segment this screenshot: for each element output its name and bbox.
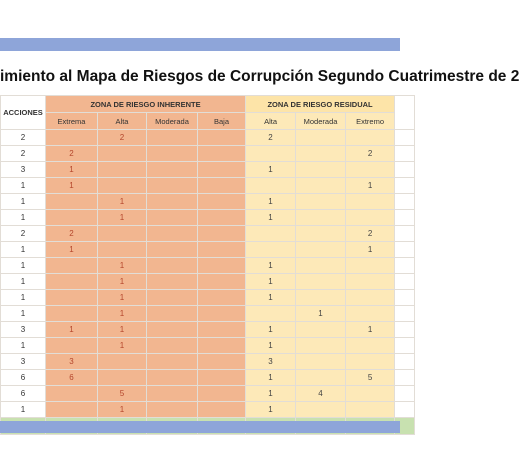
table-cell [395, 146, 415, 162]
table-cell [147, 370, 198, 386]
table-cell: 1 [246, 338, 296, 354]
table-cell: 3 [1, 354, 46, 370]
table-cell: 1 [1, 290, 46, 306]
table-cell [395, 322, 415, 338]
table-cell [346, 210, 395, 226]
table-cell [346, 274, 395, 290]
table-cell [246, 146, 296, 162]
table-cell [395, 274, 415, 290]
page-title: imiento al Mapa de Riesgos de Corrupción Segundo Cuatrimestre de 2 [0, 68, 519, 85]
table-cell [98, 178, 147, 194]
table-cell [147, 290, 198, 306]
table-cell: 6 [46, 370, 98, 386]
table-row [1, 290, 415, 306]
table-row [1, 226, 415, 242]
table-cell [46, 290, 98, 306]
table-cell [46, 338, 98, 354]
table-cell [198, 402, 246, 418]
table-cell: 1 [1, 338, 46, 354]
table-cell [98, 370, 147, 386]
table-cell: 2 [98, 130, 147, 146]
header-row-columns [1, 113, 415, 130]
table-cell: 1 [246, 370, 296, 386]
table-cell [296, 162, 346, 178]
table-cell: 2 [1, 226, 46, 242]
table-cell: 2 [246, 130, 296, 146]
table-cell: 2 [46, 226, 98, 242]
table-cell: 2 [1, 130, 46, 146]
table-cell: 1 [46, 178, 98, 194]
table-cell [147, 258, 198, 274]
table-row [1, 258, 415, 274]
table-cell: 1 [296, 306, 346, 322]
table-cell [198, 386, 246, 402]
table-cell [395, 162, 415, 178]
col-header-inh-moderada: Moderada [147, 113, 198, 130]
table-cell [98, 162, 147, 178]
table-cell [395, 130, 415, 146]
top-blue-band [0, 38, 400, 51]
table-cell: 1 [1, 306, 46, 322]
table-cell [395, 306, 415, 322]
table-cell: 1 [246, 210, 296, 226]
table-cell [147, 226, 198, 242]
table-cell [296, 274, 346, 290]
table-cell: 6 [1, 386, 46, 402]
table-cell: 2 [46, 146, 98, 162]
table-cell: 2 [346, 146, 395, 162]
table-cell: 1 [246, 258, 296, 274]
table-cell [296, 402, 346, 418]
table-cell [198, 258, 246, 274]
table-cell: 2 [346, 226, 395, 242]
table-cell: 1 [1, 178, 46, 194]
table-cell [147, 178, 198, 194]
table-cell: 1 [46, 242, 98, 258]
table-cell [147, 354, 198, 370]
table-row [1, 386, 415, 402]
table-cell: 1 [98, 338, 147, 354]
table-cell [395, 178, 415, 194]
table-cell [198, 178, 246, 194]
table-cell: 1 [246, 274, 296, 290]
table-cell [346, 258, 395, 274]
table-cell: 2 [1, 146, 46, 162]
table-cell [98, 354, 147, 370]
table-cell [198, 370, 246, 386]
table-cell [346, 386, 395, 402]
table-row [1, 146, 415, 162]
table-cell [346, 354, 395, 370]
table-cell: 3 [1, 322, 46, 338]
table-cell: 3 [1, 162, 46, 178]
table-cell: 1 [98, 274, 147, 290]
table-cell [346, 290, 395, 306]
table-cell: 1 [246, 290, 296, 306]
table-cell: 5 [346, 370, 395, 386]
table-cell [147, 306, 198, 322]
table-cell [395, 386, 415, 402]
table-cell [46, 306, 98, 322]
table-cell: 1 [98, 210, 147, 226]
table-cell [395, 226, 415, 242]
table-cell: 1 [46, 162, 98, 178]
table-cell [296, 194, 346, 210]
table-cell [395, 210, 415, 226]
table-cell: 1 [98, 258, 147, 274]
table-cell [246, 178, 296, 194]
table-cell [395, 370, 415, 386]
table-cell [346, 338, 395, 354]
table-cell: 1 [346, 178, 395, 194]
table-cell [296, 258, 346, 274]
table-cell [198, 194, 246, 210]
table-cell [395, 290, 415, 306]
table-row [1, 210, 415, 226]
table-cell [296, 130, 346, 146]
table-cell [46, 258, 98, 274]
table-cell [296, 322, 346, 338]
table-cell [98, 226, 147, 242]
table-row [1, 402, 415, 418]
acciones-header: ACCIONES [1, 96, 46, 130]
table-cell: 6 [1, 370, 46, 386]
table-cell [296, 354, 346, 370]
bottom-blue-band [0, 421, 400, 433]
table-cell [147, 402, 198, 418]
table-cell: 1 [246, 322, 296, 338]
table-cell: 3 [246, 354, 296, 370]
table-cell [198, 146, 246, 162]
table-cell [296, 146, 346, 162]
table-cell [147, 130, 198, 146]
table-cell [395, 402, 415, 418]
table-cell [147, 194, 198, 210]
col-header-res-extremo: Extremo [346, 113, 395, 130]
table-row [1, 354, 415, 370]
table-cell: 1 [98, 402, 147, 418]
table-cell [198, 226, 246, 242]
table-cell [147, 162, 198, 178]
table-cell [395, 338, 415, 354]
col-header-inh-alta: Alta [98, 113, 147, 130]
table-cell [346, 402, 395, 418]
table-cell: 1 [1, 194, 46, 210]
table-cell [246, 242, 296, 258]
table-cell [296, 226, 346, 242]
table-row [1, 370, 415, 386]
table-row [1, 162, 415, 178]
table-cell [296, 370, 346, 386]
table-cell: 1 [246, 194, 296, 210]
table-cell: 1 [46, 322, 98, 338]
table-cell [346, 194, 395, 210]
table-row [1, 178, 415, 194]
table-cell [46, 194, 98, 210]
table-cell: 3 [46, 354, 98, 370]
table-cell [198, 210, 246, 226]
table-cell [198, 162, 246, 178]
table-cell [98, 146, 147, 162]
table-cell [147, 242, 198, 258]
table-cell: 1 [98, 306, 147, 322]
table-cell [46, 130, 98, 146]
table-cell [198, 130, 246, 146]
table-cell [296, 290, 346, 306]
table-cell: 1 [1, 402, 46, 418]
col-header-res-alta: Alta [246, 113, 296, 130]
table-cell: 1 [98, 290, 147, 306]
col-header-inh-baja: Baja [198, 113, 246, 130]
table-cell [395, 258, 415, 274]
residual-zone-header: ZONA DE RIESGO RESIDUAL [246, 96, 395, 113]
table-cell [296, 178, 346, 194]
table-cell [198, 274, 246, 290]
table-cell [46, 386, 98, 402]
table-cell [46, 210, 98, 226]
edge-cell [395, 96, 415, 130]
table-cell [395, 354, 415, 370]
table-cell [296, 210, 346, 226]
table-cell [296, 338, 346, 354]
table-cell [346, 306, 395, 322]
table-cell [198, 306, 246, 322]
table-cell [198, 354, 246, 370]
table-cell [147, 338, 198, 354]
table-cell [198, 290, 246, 306]
table-cell: 1 [246, 386, 296, 402]
table-cell [395, 242, 415, 258]
table-cell [147, 274, 198, 290]
table-cell [198, 338, 246, 354]
table-cell: 1 [246, 402, 296, 418]
table-cell [198, 242, 246, 258]
table-cell [246, 226, 296, 242]
table-cell: 1 [346, 322, 395, 338]
table-cell: 1 [98, 322, 147, 338]
table-cell [98, 242, 147, 258]
table-cell: 5 [98, 386, 147, 402]
table-cell: 1 [346, 242, 395, 258]
table-cell: 4 [296, 386, 346, 402]
table-cell [147, 322, 198, 338]
table-cell [147, 386, 198, 402]
table-row [1, 306, 415, 322]
table-row [1, 242, 415, 258]
table-cell [346, 162, 395, 178]
table-cell [296, 242, 346, 258]
risk-map-table [0, 95, 415, 435]
table-cell [147, 210, 198, 226]
table-row [1, 322, 415, 338]
table-cell [46, 274, 98, 290]
table-row [1, 194, 415, 210]
table-cell: 1 [246, 162, 296, 178]
table-cell [198, 322, 246, 338]
table-row [1, 274, 415, 290]
inherente-zone-header: ZONA DE RIESGO INHERENTE [46, 96, 246, 113]
table-row [1, 338, 415, 354]
table-cell [147, 146, 198, 162]
col-header-inh-extrema: Extrema [46, 113, 98, 130]
table-cell: 1 [1, 210, 46, 226]
table-cell [395, 194, 415, 210]
header-row-groups [1, 96, 415, 113]
table-cell: 1 [1, 242, 46, 258]
table-cell: 1 [1, 258, 46, 274]
table-cell [346, 130, 395, 146]
table-cell [246, 306, 296, 322]
table-cell: 1 [98, 194, 147, 210]
table-row [1, 130, 415, 146]
col-header-res-moderada: Moderada [296, 113, 346, 130]
table-cell [46, 402, 98, 418]
table-cell: 1 [1, 274, 46, 290]
